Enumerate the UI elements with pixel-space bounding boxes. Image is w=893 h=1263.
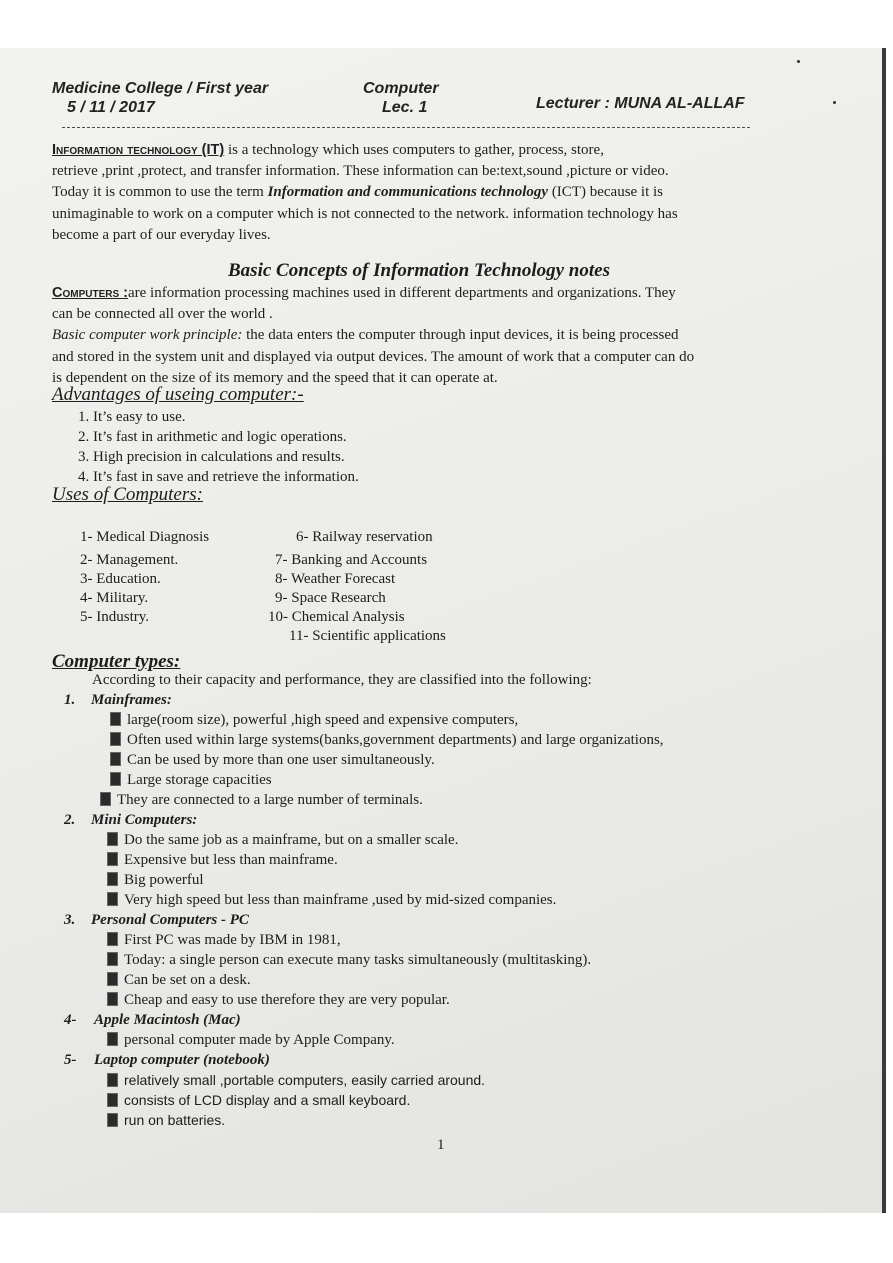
bullet-text: consists of LCD display and a small keyboard. <box>124 1092 411 1108</box>
intro-paragraph <box>52 140 842 246</box>
bullet-text: Do the same job as a mainframe, but on a smaller scale. <box>124 832 459 848</box>
laptop-bullet <box>107 1112 225 1128</box>
bullet-icon <box>107 892 118 906</box>
page-number: 1 <box>437 1137 445 1153</box>
it-term: Information technology (IT) <box>52 142 225 158</box>
mainframe-bullet <box>110 712 518 729</box>
bullet-icon <box>110 712 121 726</box>
bullet-icon <box>107 1073 118 1087</box>
bullet-icon <box>107 1093 118 1107</box>
paper-edge-shadow <box>882 48 886 1213</box>
bullet-text: Very high speed but less than mainframe ,used by mid-sized companies. <box>124 892 557 908</box>
pc-bullet <box>107 992 450 1009</box>
lecture-label: Lec. 1 <box>382 99 428 116</box>
bullet-icon <box>107 932 118 946</box>
computers-line: are information processing machines used in different departments and organizations. They <box>128 285 676 301</box>
laptop-label: Laptop computer (notebook) <box>94 1052 270 1068</box>
speck <box>833 101 836 104</box>
advantage-item: 1. It’s easy to use. <box>78 409 186 425</box>
advantage-item: 3. High precision in calculations and results. <box>78 449 345 465</box>
use-item: 11- Scientific applications <box>289 628 446 644</box>
type-number: 1. <box>64 692 76 708</box>
types-heading: Computer types: <box>52 651 181 672</box>
bullet-text: They are connected to a large number of terminals. <box>117 792 423 808</box>
mac-label: Apple Macintosh (Mac) <box>94 1012 241 1028</box>
intro-line: (ICT) because it is <box>548 184 664 201</box>
bullet-text: large(room size), powerful ,high speed and expensive computers, <box>127 712 519 728</box>
pc-label: Personal Computers - PC <box>91 912 249 928</box>
mini-bullet <box>107 892 556 909</box>
use-item: 6- Railway reservation <box>296 529 433 545</box>
bullet-icon <box>107 972 118 986</box>
use-item: 7- Banking and Accounts <box>275 552 428 568</box>
intro-line: unimaginable to work on a computer which is not connected to the network. information technology has <box>52 205 678 222</box>
bullet-text: First PC was made by IBM in 1981, <box>124 932 341 948</box>
date-label: 5 / 11 / 2017 <box>67 99 155 116</box>
computers-line: can be connected all over the world . <box>52 306 273 323</box>
bullet-text: relatively small ,portable computers, easily carried around. <box>124 1072 486 1088</box>
use-item: 2- Management. <box>80 552 179 568</box>
pc-bullet <box>107 972 251 989</box>
bullet-icon <box>107 852 118 866</box>
mainframe-bullet <box>110 732 664 749</box>
advantages-heading: Advantages of useing computer:- <box>52 384 304 405</box>
intro-line: retrieve ,print ,protect, and transfer information. These information can be:text,sound ,picture or video. <box>52 163 669 180</box>
use-item: 9- Space Research <box>275 590 386 606</box>
type-number: 5- <box>64 1052 77 1068</box>
mini-bullet <box>107 832 458 849</box>
type-number: 4- <box>64 1012 77 1028</box>
lecturer-label: Lecturer : MUNA AL-ALLAF <box>536 95 745 112</box>
college-label: Medicine College / First year <box>52 80 269 97</box>
computers-term: Computers : <box>52 285 128 301</box>
pc-bullet <box>107 952 591 969</box>
types-intro: According to their capacity and performance, they are classified into the following: <box>92 672 592 688</box>
bullet-text: Can be used by more than one user simultaneously. <box>127 752 435 768</box>
mini-bullet <box>107 852 338 869</box>
bullet-text: Today: a single person can execute many tasks simultaneously (multitasking). <box>124 952 592 968</box>
use-item: 3- Education. <box>80 571 161 587</box>
principle-line: and stored in the system unit and displayed via output devices. The amount of work that a computer can do <box>52 348 695 365</box>
bullet-icon <box>110 772 121 786</box>
laptop-bullet <box>107 1072 485 1088</box>
bullet-text: Often used within large systems(banks,government departments) and large organizations, <box>127 732 664 748</box>
intro-line: is a technology which uses computers to gather, process, store, <box>224 142 604 158</box>
principle-line: is dependent on the size of its memory and the speed that it can operate at. <box>52 369 498 386</box>
computers-paragraph <box>52 283 842 389</box>
ict-term: Information and communications technology <box>267 184 549 201</box>
principle-label: Basic computer work principle: <box>52 327 243 344</box>
mini-bullet <box>107 872 204 889</box>
bullet-icon <box>107 1113 118 1127</box>
bullet-text: Can be set on a desk. <box>124 972 251 988</box>
bullet-icon <box>107 1032 118 1046</box>
use-item: 10- Chemical Analysis <box>268 609 405 625</box>
bullet-text: Big powerful <box>124 872 204 888</box>
intro-line: Today it is common to use the term <box>52 184 268 201</box>
bullet-text: run on batteries. <box>124 1112 226 1128</box>
bullet-icon <box>100 792 111 806</box>
bullet-text: Expensive but less than mainframe. <box>124 852 338 868</box>
intro-line: become a part of our everyday lives. <box>52 226 271 243</box>
use-item: 5- Industry. <box>80 609 150 625</box>
type-number: 3. <box>64 912 76 928</box>
principle-line: the data enters the computer through input devices, it is being processed <box>242 327 679 344</box>
mainframe-bullet <box>110 772 272 789</box>
header-divider <box>62 127 750 128</box>
uses-heading: Uses of Computers: <box>52 484 203 505</box>
mainframes-label: Mainframes: <box>91 692 172 708</box>
bullet-text: Cheap and easy to use therefore they are very popular. <box>124 992 450 1008</box>
mac-bullet <box>107 1032 395 1049</box>
advantage-item: 2. It’s fast in arithmetic and logic operations. <box>78 429 347 445</box>
bullet-text: Large storage capacities <box>127 772 272 788</box>
use-item: 1- Medical Diagnosis <box>80 529 210 545</box>
type-number: 2. <box>64 812 76 828</box>
use-item: 8- Weather Forecast <box>275 571 396 587</box>
advantage-item: 4. It’s fast in save and retrieve the information. <box>78 469 359 485</box>
pc-bullet <box>107 932 341 949</box>
speck <box>797 60 800 63</box>
mainframe-bullet <box>100 792 423 809</box>
bullet-icon <box>107 952 118 966</box>
bullet-icon <box>107 832 118 846</box>
bullet-text: personal computer made by Apple Company. <box>124 1032 395 1048</box>
laptop-bullet <box>107 1092 410 1108</box>
bullet-icon <box>107 992 118 1006</box>
bullet-icon <box>107 872 118 886</box>
mainframe-bullet <box>110 752 435 769</box>
mini-label: Mini Computers: <box>91 812 198 828</box>
use-item: 4- Military. <box>80 590 149 606</box>
bullet-icon <box>110 752 121 766</box>
subject-label: Computer <box>363 80 439 97</box>
page-title: Basic Concepts of Information Technology notes <box>228 260 610 281</box>
bullet-icon <box>110 732 121 746</box>
